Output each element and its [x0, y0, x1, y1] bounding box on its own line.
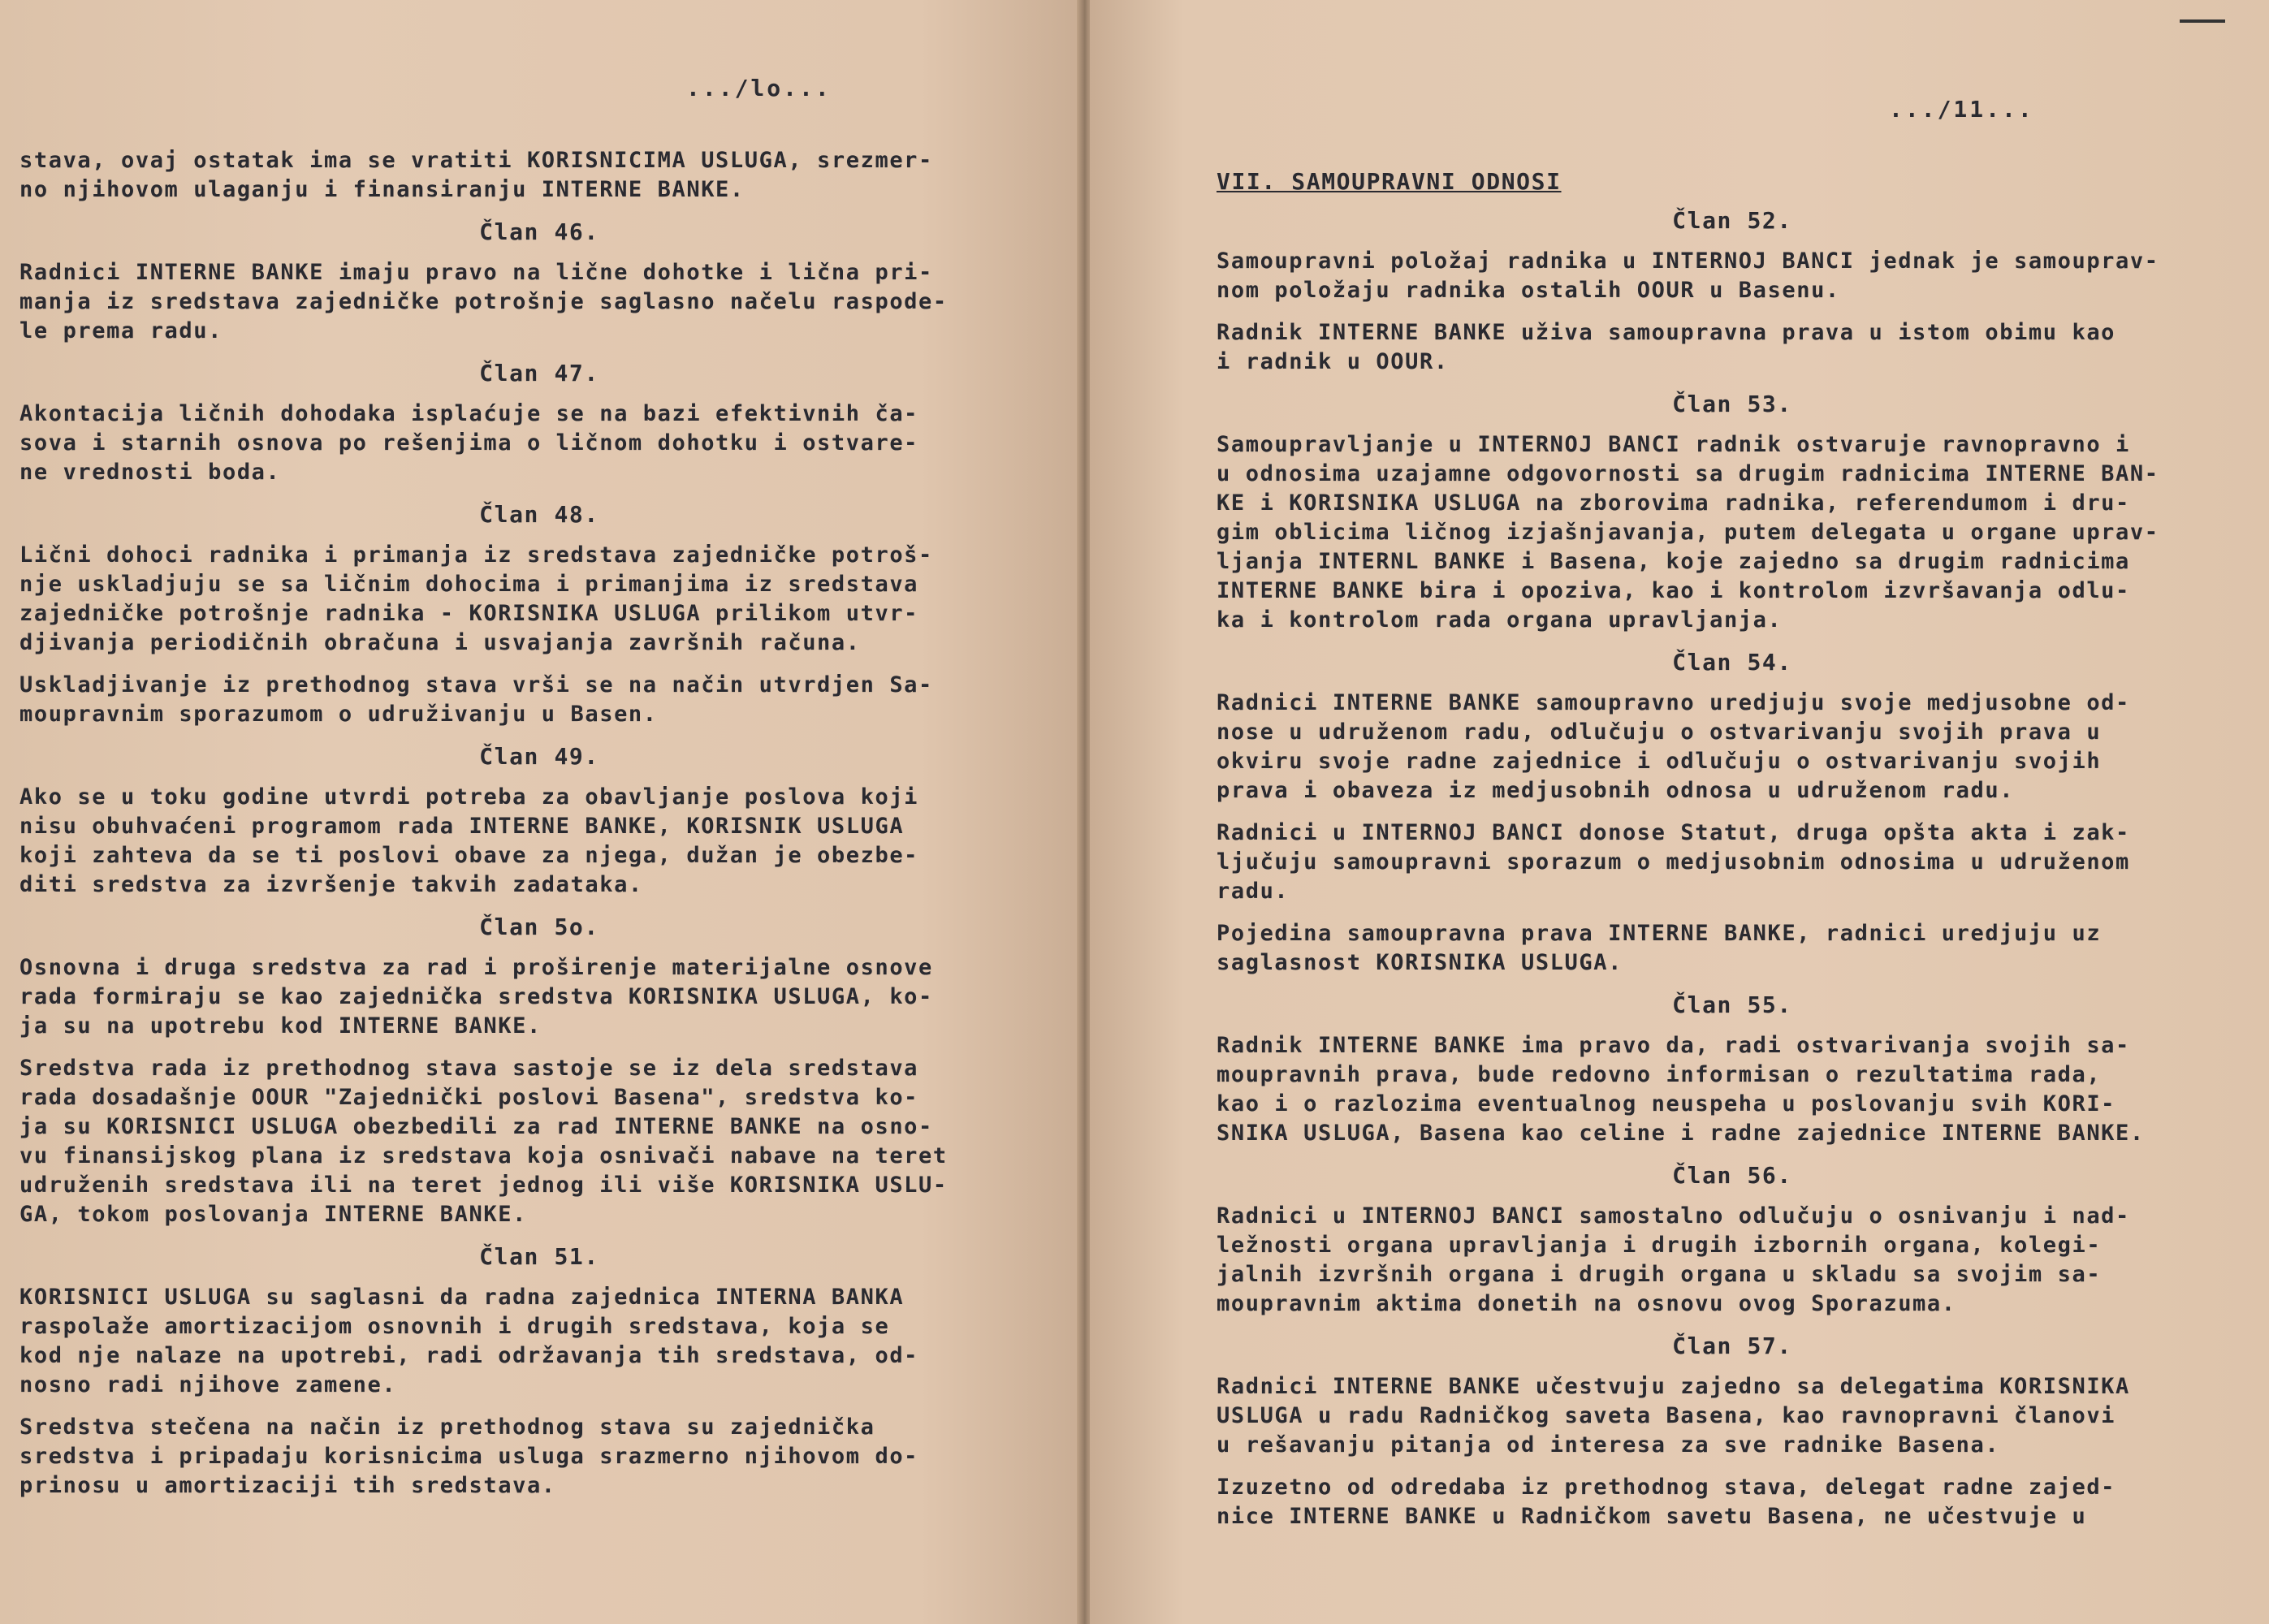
- paragraph: Radnik INTERNE BANKE uživa samoupravna prava u istom obimu kao i radnik u OOUR.: [1217, 320, 2116, 374]
- article-heading: Član 51.: [479, 1243, 599, 1270]
- paragraph: Samoupravljanje u INTERNOJ BANCI radnik ostvaruje ravnopravno i u odnosima uzajamne odgovornosti sa drugim radnicima INTERNE BAN- KE i KORISNIKA USLUGA na zborovima radnika, referendumom i dru- gim oblicima ličnog izjašnjavanja, putem delegata u organe uprav- ljanja INTERNL BANKE i Basena, koje zajedno sa drugim radnicima INTERNE BANKE bira i opoziva, kao i kontrolom izvršavanja odlu- ka i kontrolom rada organa upravljanja.: [1217, 432, 2159, 633]
- corner-dash-mark: [2180, 19, 2225, 23]
- paragraph: Radnici INTERNE BANKE samoupravno uredjuju svoje medjusobne od- nose u udruženom radu, odlučuju o ostvarivanju svojih prava u okviru svoje radne zajednice i odlučuju o ostvarivanju svojih prava i obaveza iz medjusobnih odnosa u udruženom radu.: [1217, 690, 2130, 803]
- paragraph: Radnici u INTERNOJ BANCI donose Statut, druga opšta akta i zak- ljučuju samoupravni sporazum o medjusobnim odnosima u udruženom radu.: [1217, 820, 2130, 904]
- article-heading: Član 53.: [1672, 391, 1792, 417]
- paragraph: Uskladjivanje iz prethodnog stava vrši se na način utvrdjen Sa- moupravnim sporazumom o udruživanju u Basen.: [19, 672, 933, 727]
- left-page-text: [19, 146, 1059, 1514]
- article-heading: Član 57.: [1672, 1332, 1792, 1359]
- paragraph: Radnik INTERNE BANKE ima pravo da, radi ostvarivanja svojih sa- moupravnih prava, bude redovno informisan o rezultatima rada, kao i o razlozima eventualnog neuspeha u poslovanju svih KORI- SNIKA USLUGA, Basena kao celine i radne zajednice INTERNE BANKE.: [1217, 1033, 2145, 1146]
- paragraph: Pojedina samoupravna prava INTERNE BANKE, radnici uredjuju uz saglasnost KORISNIKA USLUGA.: [1217, 921, 2102, 975]
- paragraph: Radnici INTERNE BANKE imaju pravo na lične dohotke i lična pri- manja iz sredstava zajedničke potrošnje saglasno načelu raspode- le prema radu.: [19, 260, 948, 343]
- article-heading: Član 52.: [1672, 207, 1792, 234]
- article-heading: Član 48.: [479, 501, 599, 528]
- paragraph: stava, ovaj ostatak ima se vratiti KORISNICIMA USLUGA, srezmer- no njihovom ulaganju i finansiranju INTERNE BANKE.: [19, 148, 933, 202]
- paragraph: Lični dohoci radnika i primanja iz sredstava zajedničke potroš- nje uskladjuju se sa ličnim dohocima i primanjima iz sredstava zajedničke potrošnje radnika - KORISNIKA USLUGA prilikom utvr- djivanja periodičnih obračuna i usvajanja završnih računa.: [19, 542, 933, 655]
- article-heading: Član 49.: [479, 743, 599, 770]
- article-heading: Član 46.: [479, 218, 599, 245]
- right-page: [1090, 0, 2269, 1624]
- article-heading: Član 47.: [479, 360, 599, 387]
- paragraph: Akontacija ličnih dohodaka isplaćuje se na bazi efektivnih ča- sova i starnih osnova po rešenjima o ličnom dohotku i ostvare- ne vrednosti boda.: [19, 401, 919, 485]
- paragraph: KORISNICI USLUGA su saglasni da radna zajednica INTERNA BANKA raspolaže amortizacijom osnovnih i drugih sredstava, koja se kod nje nalaze na upotrebi, radi održavanja tih sredstava, od- nosno radi njihove zamene.: [19, 1285, 919, 1397]
- article-heading: Član 55.: [1672, 991, 1792, 1018]
- article-heading: Član 5o.: [479, 914, 599, 940]
- paragraph: Izuzetno od odredaba iz prethodnog stava, delegat radne zajed- nice INTERNE BANKE u Radničkom savetu Basena, ne učestvuje u: [1217, 1475, 2116, 1529]
- article-heading: Član 54.: [1672, 649, 1792, 676]
- paragraph: Ako se u toku godine utvrdi potreba za obavljanje poslova koji nisu obuhvaćeni programom rada INTERNE BANKE, KORISNIK USLUGA koji zahteva da se ti poslovi obave za njega, dužan je obezbe- diti sredstva za izvršenje takvih zadataka.: [19, 784, 919, 897]
- paragraph: Sredstva stečena na način iz prethodnog stava su zajednička sredstva i pripadaju korisnicima usluga srazmerno njihovom do- prinosu u amortizaciji tih sredstava.: [19, 1415, 919, 1498]
- page-number-left: .../lo...: [686, 75, 832, 102]
- article-heading: Član 56.: [1672, 1162, 1792, 1189]
- left-page: [0, 0, 1082, 1624]
- paragraph: Radnici INTERNE BANKE učestvuju zajedno sa delegatima KORISNIKA USLUGA u radu Radničkog saveta Basena, kao ravnopravni članovi u rešavanju pitanja od interesa za sve radnike Basena.: [1217, 1374, 2130, 1458]
- paragraph: Sredstva rada iz prethodnog stava sastoje se iz dela sredstava rada dosadašnje OOUR "Zajednički poslovi Basena", sredstva ko- ja su KORISNICI USLUGA obezbedili za rad INTERNE BANKE na osno- vu finansijskog plana iz sredstava koja osnivači nabave na teret udruženih sredstava ili na teret jednog ili više KORISNIKA USLU- GA, tokom poslovanja INTERNE BANKE.: [19, 1056, 948, 1227]
- paragraph: Radnici u INTERNOJ BANCI samostalno odlučuju o osnivanju i nad- ležnosti organa upravljanja i drugih izbornih organa, kolegi- jalnih izvršnih organa i drugih organa u skladu sa svojim sa- moupravnim aktima donetih na osnovu ovog Sporazuma.: [1217, 1203, 2130, 1316]
- section-title: VII. SAMOUPRAVNI ODNOSI: [1217, 168, 1562, 195]
- paragraph: Osnovna i druga sredstva za rad i proširenje materijalne osnove rada formiraju se kao zajednička sredstva KORISNIKA USLUGA, ko- ja su na upotrebu kod INTERNE BANKE.: [19, 955, 933, 1039]
- right-page-text: [1217, 167, 2248, 1544]
- page-number-right: .../11...: [1889, 96, 2034, 123]
- paragraph: Samoupravni položaj radnika u INTERNOJ BANCI jednak je samouprav- nom položaju radnika ostalih OOUR u Basenu.: [1217, 248, 2159, 303]
